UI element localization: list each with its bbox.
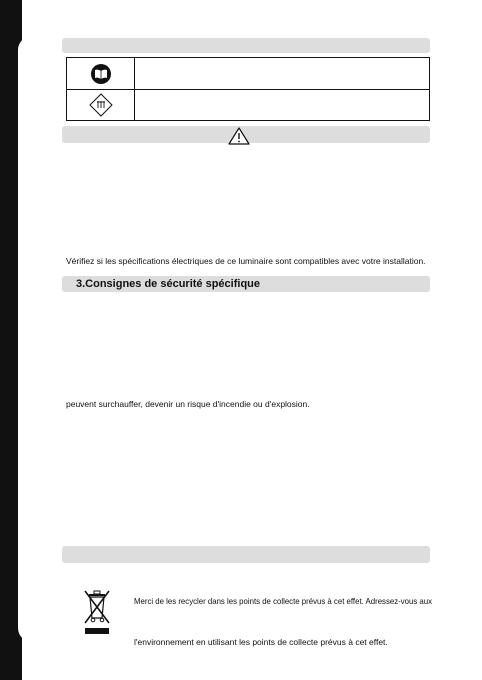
section-3-title: 3.Consignes de sécurité spécifique xyxy=(76,278,261,290)
header-band xyxy=(62,38,430,53)
warning-triangle-icon xyxy=(228,127,250,150)
symbol-row-manual xyxy=(67,58,429,90)
symbol-table xyxy=(66,57,430,121)
recycle-line-1: Merci de les recycler dans les points de collecte prévus à cet effet. Adressez-vous aux xyxy=(134,596,433,606)
symbol-row-orientation xyxy=(67,89,429,120)
recycling-band xyxy=(62,546,430,563)
read-manual-icon xyxy=(67,58,134,89)
symbol-table-divider xyxy=(134,58,135,120)
recycle-line-2: l'environnement en utilisant les points de collecte prévus à cet effet. xyxy=(134,637,388,647)
page-edge-tab xyxy=(18,36,48,642)
verify-spec-text: Vérifiez si les spécifications électriques de ce luminaire sont compatibles avec votre installation. xyxy=(66,256,426,266)
overheat-text: peuvent surchauffer, devenir un risque d'incendie ou d'explosion. xyxy=(66,399,310,409)
this-way-up-icon xyxy=(67,89,134,120)
crossed-bin-icon xyxy=(82,586,112,641)
